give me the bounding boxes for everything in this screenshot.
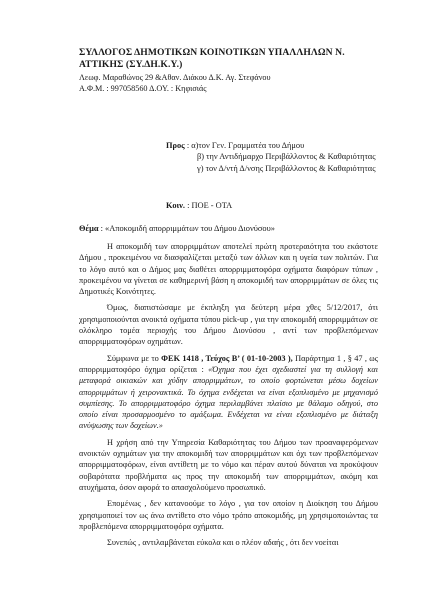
organization-address: Λεωφ. Μαραθώνος 29 &Αθαν. Διάκου Δ.Κ. Αγ. Στεφάνου [79, 73, 271, 82]
recipients-b-c: β) την Αντιδήμαρχο Περιβάλλοντος & Καθαριότητας γ) τον Δ/ντή Δ/νσης Περιβάλλοντος & Καθαριότητας [197, 152, 376, 173]
recipients-label: Προς [166, 141, 185, 150]
body-paragraph-4: Η χρήση από την Υπηρεσία Καθαριότητας του Δήμου των προαναφερόμενων ανοικτών οχημάτων για την αποκομιδή των απορριμμάτων και όχι των προβλεπόμενων απορριμματοφόρων, είναι αντίθετη με το νόμο και πέραν αυτού δύναται να προκύψουν σοβαρότατα προβλήματα ως προς την αποκομιδή των απορριμμάτων, ακόμη και ατυχήματα, όσον αφορά το απασχολούμενο προσωπικό. [79, 437, 378, 492]
subject-value: : «Αποκομιδή απορριμμάτων του Δήμου Διονύσου» [100, 224, 275, 233]
cc-label: Κοιν. [166, 201, 185, 210]
body-paragraph-1: Η αποκομιδή των απορριμμάτων αποτελεί πρώτη προτεραιότητα του εκάστοτε Δήμου , προκειμένου να διασφαλίζεται μεταξύ των άλλων και η υγεία των πολιτών. Για το λόγο αυτό και ο Δήμος μας διαθέτει απορριμματοφόρα οχήματα διαφόρων τύπων , προκειμένου να γίνεται σε καθημερινή βάση η αποκομιδή των απορριμμάτων σε όλες τις Δημοτικές Κοινότητες. [79, 242, 378, 297]
subject-line [79, 224, 275, 233]
recipient-a: : α)τον Γεν. Γραμματέα του Δήμου [186, 141, 305, 150]
fek-reference: ΦΕΚ 1418 , Τεύχος Β’ ( 01-10-2003 ), [161, 353, 293, 363]
body-paragraph-6: Συνεπώς , αντιλαμβάνεται εύκολα και ο πλέον αδαής , ότι δεν νοείται [107, 538, 339, 548]
body-paragraph-5: Επομένως , δεν κατανοούμε το λόγο , για τον οποίον η Διοίκηση του Δήμου χρησιμοποιεί τον ως άνω αντίθετο στο νόμο τρόπο αποκομιδής, μη χρησιμοποιώντας τα προβλεπόμενα απορριμματοφόρα οχήματα. [79, 499, 378, 531]
body-paragraph-2: Όμως, διαπιστώσαμε με έκπληξη για δεύτερη μέρα χθες 5/12/2017, ότι χρησιμοποιούνται ανοικτά οχήματα τύπου pick-up , για την αποκομιδή απορριμμάτων σε ολόκληρο τομέα περιοχής του Δήμου Διονύσου , αντί των προβλεπόμενων απορριμματοφόρων οχημάτων. [79, 303, 378, 347]
subject-label: Θέμα [79, 224, 99, 233]
cc-line [166, 201, 232, 210]
recipients-block [166, 140, 376, 174]
body-paragraph-3-mid: Παράρτημα 1 , § 47 , ως απορριμματοφόρο όχημα ορίζεται : [79, 353, 379, 374]
organization-name: ΣΥΛΛΟΓΟΣ ΔΗΜΟΤΙΚΩΝ ΚΟΙΝΟΤΙΚΩΝ ΥΠΑΛΛΗΛΩΝ Ν. ΑΤΤΙΚΗΣ (ΣΥ.ΔΗ.Κ.Υ.) [79, 47, 345, 70]
legal-definition-quote: «Όχημα που έχει σχεδιαστεί για τη συλλογή και μεταφορά οικιακών και χύδην απορριμμάτων, το οποίο φορτώνεται μέσω δοχείων απορριμμάτων ή χειρονακτικά. Το όχημα ενδέχεται να είναι εξοπλισμένο με μηχανισμό συμπίεσης. Το απορριμματοφόρο όχημα περιλαμβάνει πλαίσιο με θάλαμο οδηγού, στο οποίο είναι προσαρμοσμένο το αμάξωμα. Ενδέχεται να είναι εξοπλισμένο με διάταξη ανύψωσης των δοχείων.» [79, 364, 378, 431]
cc-value: : ΠΟΕ - ΟΤΑ [187, 201, 233, 210]
letter-body [79, 241, 378, 548]
body-paragraph-3-lead: Σύμφωνα με το [107, 353, 162, 363]
organization-tax-info: Α.Φ.Μ. : 997058560 Δ.ΟΥ. : Κηφισιάς [79, 84, 207, 93]
body-paragraph-3 [79, 353, 378, 432]
